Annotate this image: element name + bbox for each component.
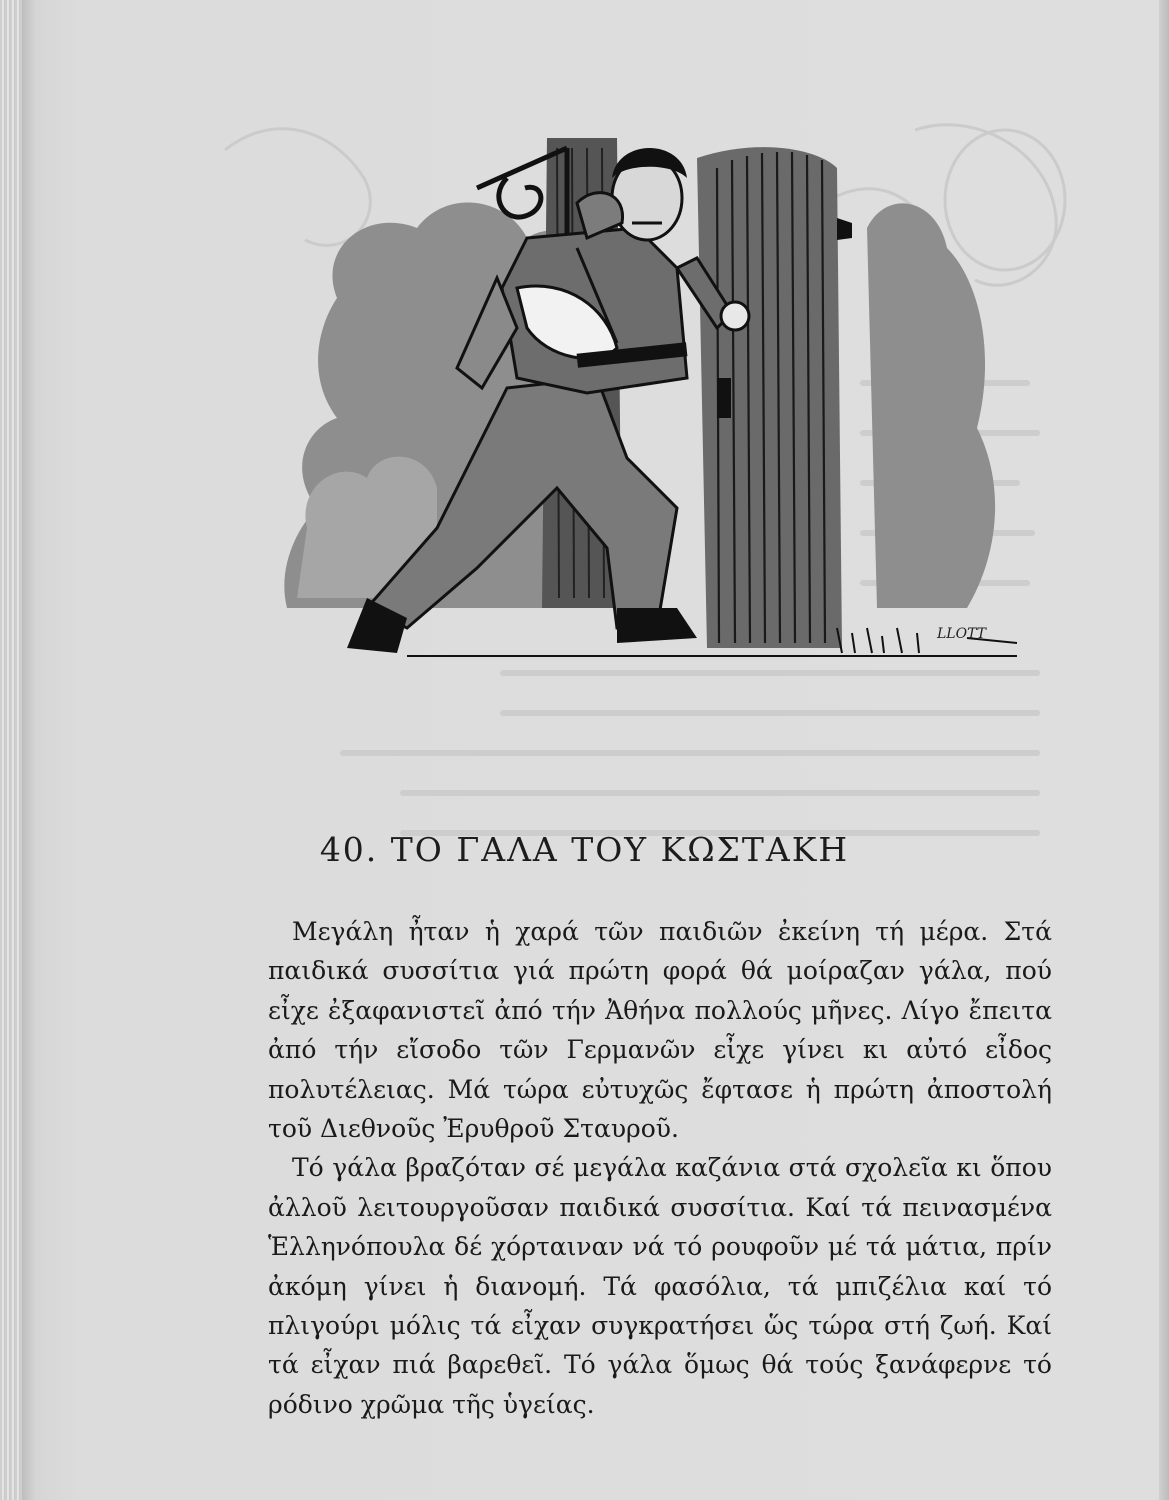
page-right-edge xyxy=(1159,0,1169,1500)
paragraph: Τό γάλα βραζόταν σέ μεγάλα καζάνια στά σχολεῖα κι ὅπου ἀλλοῦ λειτουργοῦσαν παιδικά συσσίτια. Καί τά πεινασμένα Ἑλληνόπουλα δέ χόρταιναν νά τό ρουφοῦν μέ τά μάτια, πρίν ἀκόμη γίνει ἡ διανομή. Τά φασόλια, τά μπιζέλια καί τό πλιγούρι μόλις τά εἶχαν συγκρατήσει ὥς τώρα στή ζωή. Καί τά εἶχαν πιά βαρεθεῖ. Τό γάλα ὅμως θά τούς ξανάφερνε τό ρόδινο χρῶμα τῆς ὑγείας. xyxy=(268,1153,1052,1419)
paragraph: Μεγάλη ἦταν ἡ χαρά τῶν παιδιῶν ἐκείνη τή μέρα. Στά παιδικά συσσίτια γιά πρώτη φορά θά μοίραζαν γάλα, πού εἶχε ἐξαφανιστεῖ ἀπό τήν Ἀθήνα πολλούς μῆνες. Λίγο ἔπειτα ἀπό τήν εἴσοδο τῶν Γερμανῶν εἶχε γίνει κι αὐτό εἶδος πολυτέλειας. Μά τώρα εὐτυχῶς ἔφτασε ἡ πρώτη ἀποστολή τοῦ Διεθνοῦς Ἐρυθροῦ Σταυροῦ. xyxy=(268,917,1052,1144)
chapter-body xyxy=(268,912,1052,1424)
illustrator-signature: LLOTT xyxy=(937,626,987,642)
illustration-boy-at-door xyxy=(277,128,1017,676)
page-stack-edge xyxy=(0,0,22,1500)
chapter-title: 40. ΤΟ ΓΑΛΑ ΤΟΥ ΚΩΣΤΑΚΗ xyxy=(319,830,850,869)
